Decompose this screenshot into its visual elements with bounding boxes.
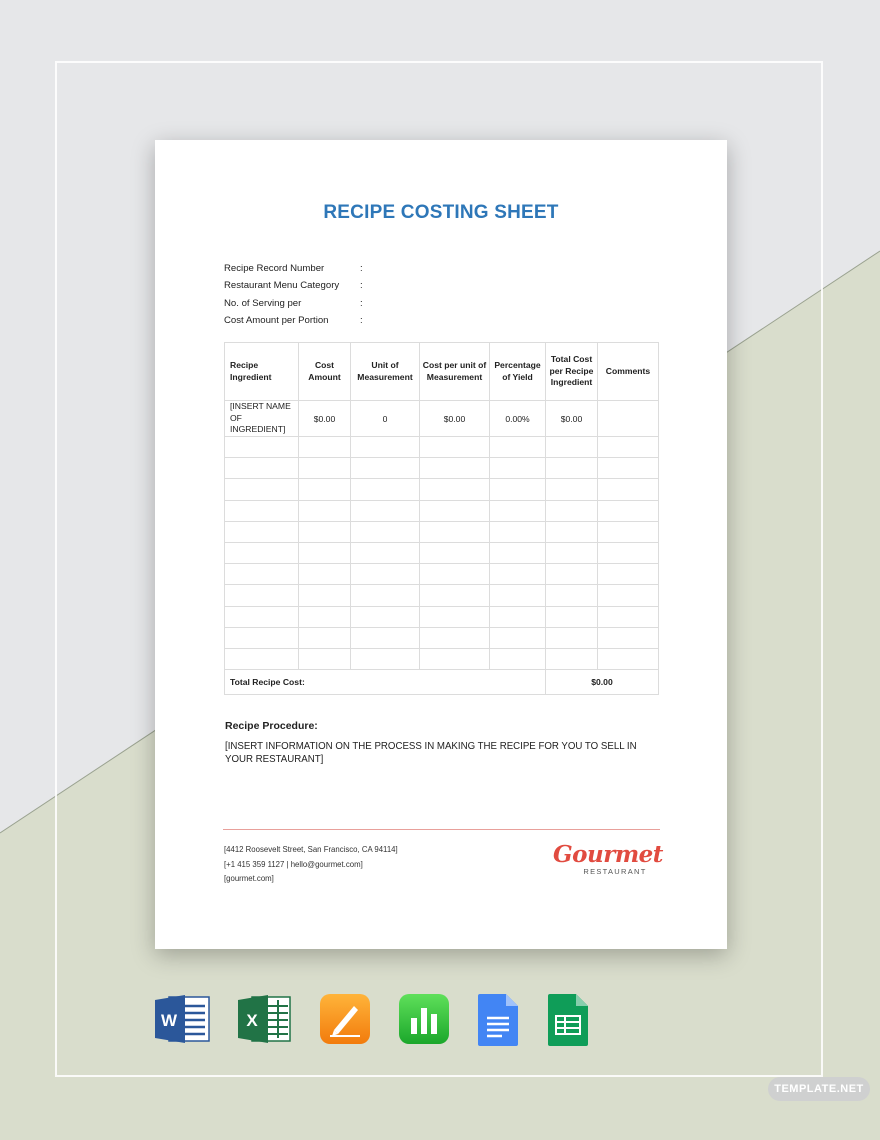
cell-unit: 0: [351, 401, 420, 437]
procedure-text: [INSERT INFORMATION ON THE PROCESS IN MAKING THE RECIPE FOR YOU TO SELL IN YOUR RESTAURANT]: [225, 741, 637, 765]
contact-website: [gourmet.com]: [224, 874, 274, 883]
field-menu-category: [224, 277, 363, 294]
table-row: [225, 401, 659, 437]
cell-total-cost: $0.00: [546, 401, 598, 437]
table-row-empty: [225, 458, 659, 479]
contact-info: [224, 843, 398, 887]
svg-text:W: W: [160, 1011, 178, 1030]
cell-ingredient: [INSERT NAME OF INGREDIENT]: [225, 401, 299, 437]
document-title: RECIPE COSTING SHEET: [323, 202, 559, 223]
table-row-empty: [225, 564, 659, 585]
table-row-empty: [225, 521, 659, 542]
logo-subtitle: RESTAURANT: [583, 867, 647, 876]
numbers-icon[interactable]: [399, 994, 449, 1044]
record-fields: [224, 260, 363, 329]
header-unit: Unit of Measurement: [351, 343, 420, 401]
cell-comments: [598, 401, 659, 437]
field-label: Recipe Record Number: [224, 263, 325, 275]
cell-cost-per-unit: $0.00: [420, 401, 490, 437]
field-separator: :: [360, 280, 363, 292]
table-row-empty: [225, 479, 659, 500]
field-separator: :: [360, 297, 363, 309]
cell-cost-amount: $0.00: [299, 401, 351, 437]
app-icons-row: [0, 994, 880, 1046]
field-label: Cost Amount per Portion: [224, 315, 329, 327]
contact-address: [4412 Roosevelt Street, San Francisco, CA 94114]: [224, 845, 398, 854]
table-row-empty: [225, 627, 659, 648]
procedure-heading: Recipe Procedure:: [225, 720, 318, 732]
table-row-empty: [225, 585, 659, 606]
total-value: $0.00: [546, 670, 659, 695]
gourmet-logo: [553, 842, 661, 876]
field-cost-per-portion: [224, 312, 363, 329]
costing-table: [224, 342, 659, 695]
header-cost-amount: Cost Amount: [299, 343, 351, 401]
field-label: Restaurant Menu Category: [224, 280, 340, 292]
header-total-cost: Total Cost per Recipe Ingredient: [546, 343, 598, 401]
field-servings: [224, 295, 363, 312]
table-row-empty: [225, 606, 659, 627]
document-page: [155, 140, 727, 949]
header-cost-per-unit: Cost per unit of Measurement: [420, 343, 490, 401]
contact-phone-email: [+1 415 359 1127 | hello@gourmet.com]: [224, 859, 363, 869]
header-comments: Comments: [598, 343, 659, 401]
table-row-empty: [225, 437, 659, 458]
table-header-row: [225, 343, 659, 401]
total-label: Total Recipe Cost:: [225, 670, 546, 695]
table-row-empty: [225, 648, 659, 669]
logo-name: Gourmet: [553, 841, 663, 868]
field-separator: :: [360, 315, 363, 327]
header-ingredient: Recipe Ingredient: [225, 343, 299, 401]
field-label: No. of Serving per: [224, 297, 302, 309]
pages-icon[interactable]: [320, 994, 370, 1044]
word-icon[interactable]: [155, 994, 211, 1044]
footer-divider: [223, 829, 660, 830]
google-docs-icon[interactable]: [478, 994, 518, 1046]
total-row: [225, 670, 659, 695]
header-yield: Percentage of Yield: [490, 343, 546, 401]
cell-yield: 0.00%: [490, 401, 546, 437]
field-separator: :: [360, 263, 363, 275]
table-row-empty: [225, 500, 659, 521]
field-record-number: [224, 260, 363, 277]
table-row-empty: [225, 542, 659, 563]
template-net-badge[interactable]: TEMPLATE.NET: [768, 1077, 870, 1101]
google-sheets-icon[interactable]: [548, 994, 588, 1046]
excel-icon[interactable]: [238, 994, 292, 1044]
svg-text:X: X: [246, 1011, 258, 1030]
